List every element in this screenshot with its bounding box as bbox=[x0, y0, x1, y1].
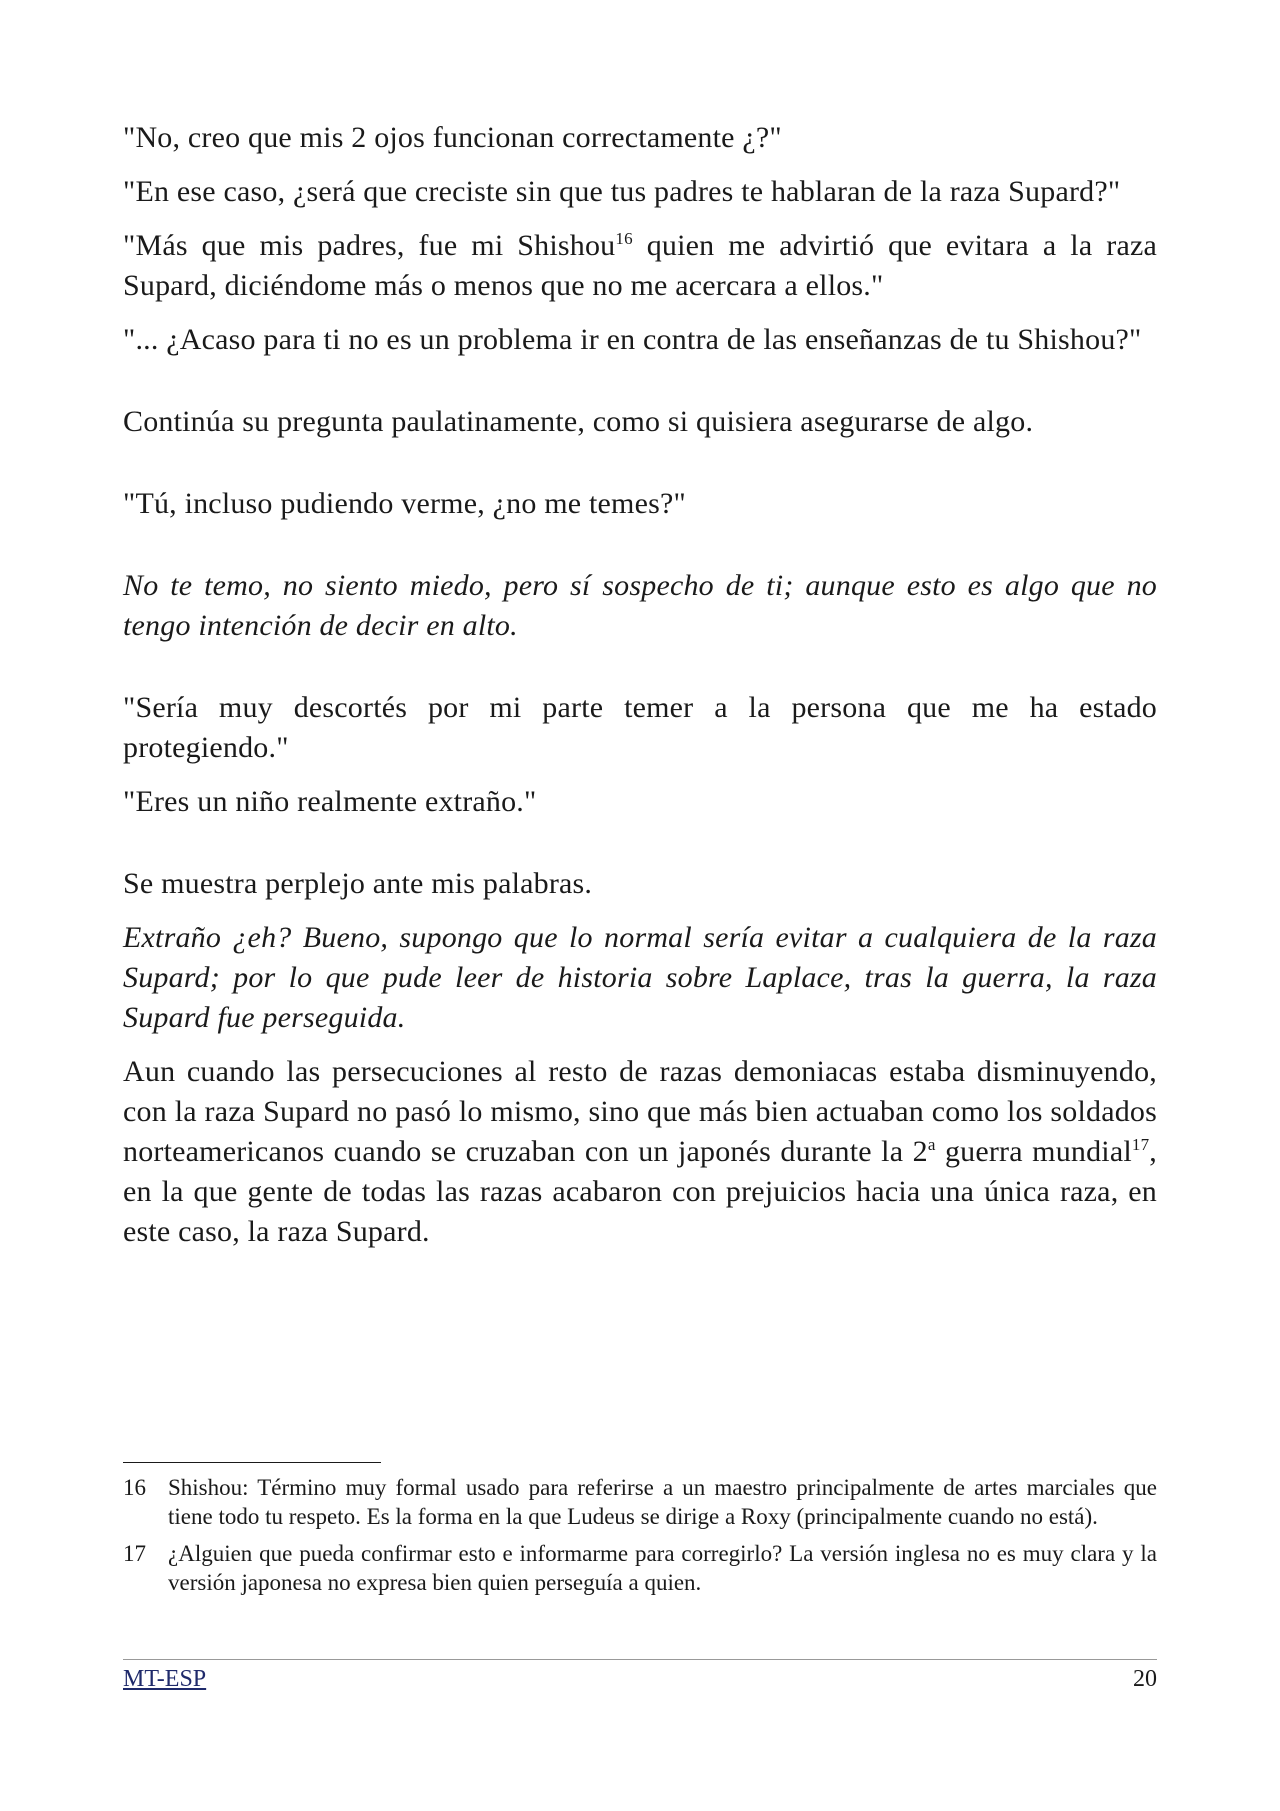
footer-link[interactable]: MT-ESP bbox=[123, 1666, 207, 1692]
page-footer bbox=[123, 1659, 1157, 1694]
paragraph-6: "Tú, incluso pudiendo verme, ¿no me temes?" bbox=[123, 487, 686, 520]
footnote-separator bbox=[123, 1462, 381, 1463]
footnote-number: 17 bbox=[123, 1541, 146, 1566]
paragraph-4: "... ¿Acaso para ti no es un problema ir en contra de las enseñanzas de tu Shishou?" bbox=[123, 323, 1142, 356]
paragraph-1: "No, creo que mis 2 ojos funcionan correctamente ¿?" bbox=[123, 121, 782, 154]
paragraph-2: "En ese caso, ¿será que creciste sin que tus padres te hablaran de la raza Supard?" bbox=[123, 175, 1121, 208]
footnote-number: 16 bbox=[123, 1475, 146, 1500]
footnote-text: Shishou: Término muy formal usado para referirse a un maestro principalmente de artes marciales que tiene todo tu respeto. Es la forma en la que Ludeus se dirige a Roxy (principalmente cuando no está). bbox=[168, 1475, 1157, 1529]
paragraph-3-text-a: "Más que mis padres, fue mi Shishou bbox=[123, 229, 616, 262]
footnotes-section bbox=[123, 1462, 1157, 1605]
footnote-ref-16[interactable]: 16 bbox=[615, 229, 633, 248]
paragraph-12-text-b: guerra mundial bbox=[935, 1135, 1132, 1168]
paragraph-3-text-b: quien me advirtió que evitara a la raza Supard, diciéndome más o menos que no me acercara a ellos." bbox=[123, 229, 1157, 302]
paragraph-10: Se muestra perplejo ante mis palabras. bbox=[123, 867, 593, 900]
paragraph-12 bbox=[123, 1052, 1157, 1252]
page-number: 20 bbox=[1133, 1666, 1157, 1692]
paragraph-12-text-c: , en la que gente de todas las razas acabaron con prejuicios hacia una única raza, en este caso, la raza Supard. bbox=[123, 1135, 1157, 1248]
footnote-text: ¿Alguien que pueda confirmar esto e informarme para corregirlo? La versión inglesa no es muy clara y la versión japonesa no expresa bien quien perseguía a quien. bbox=[168, 1541, 1157, 1595]
page-body bbox=[123, 118, 1157, 1252]
paragraph-5: Continúa su pregunta paulatinamente, como si quisiera asegurarse de algo. bbox=[123, 405, 1034, 438]
footnote-17 bbox=[123, 1539, 1157, 1597]
footnote-ref-17[interactable]: 17 bbox=[1131, 1135, 1150, 1154]
footnote-16 bbox=[123, 1473, 1157, 1531]
paragraph-11-thought: Extraño ¿eh? Bueno, supongo que lo normal sería evitar a cualquiera de la raza Supard; por lo que pude leer de historia sobre Laplace, tras la guerra, la raza Supard fue perseguida. bbox=[123, 921, 1157, 1034]
paragraph-3 bbox=[123, 226, 1157, 306]
paragraph-9: "Eres un niño realmente extraño." bbox=[123, 785, 537, 818]
paragraph-8: "Sería muy descortés por mi parte temer a la persona que me ha estado protegiendo." bbox=[123, 691, 1157, 764]
ordinal-superscript: a bbox=[927, 1135, 936, 1154]
paragraph-12-text-a: Aun cuando las persecuciones al resto de razas demoniacas estaba disminuyendo, con la raza Supard no pasó lo mismo, sino que más bien actuaban como los soldados norteamericanos cuando se cruzaban con un japonés durante la 2 bbox=[123, 1055, 1157, 1168]
paragraph-7-thought: No te temo, no siento miedo, pero sí sospecho de ti; aunque esto es algo que no tengo intención de decir en alto. bbox=[123, 569, 1157, 642]
